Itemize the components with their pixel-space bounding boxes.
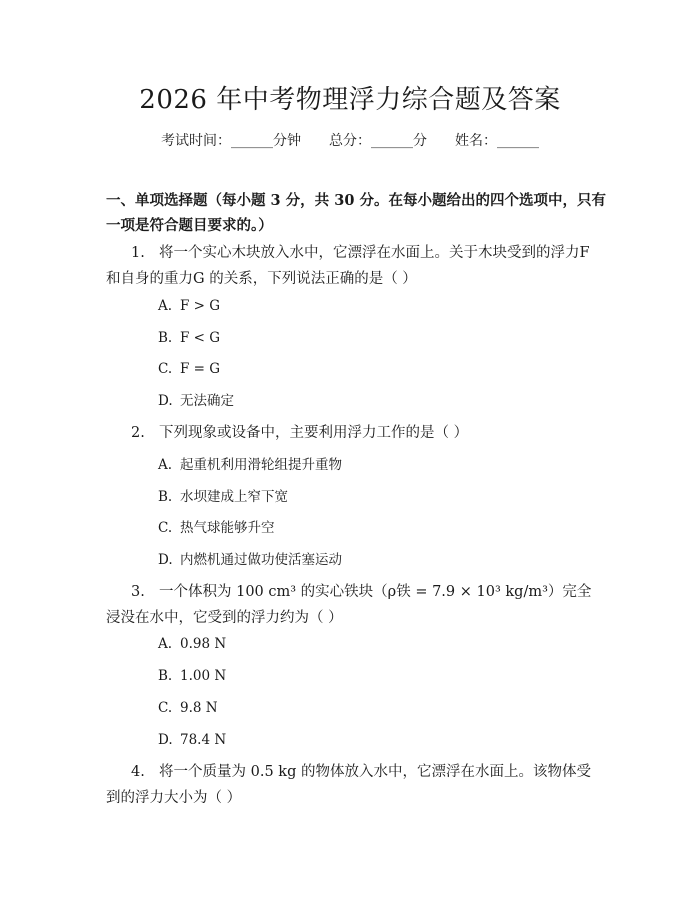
- question-4: [106, 759, 604, 811]
- score-label: 总分：: [329, 133, 371, 149]
- option-letter: B.: [158, 489, 173, 505]
- question-2-option-b: [158, 487, 288, 507]
- question-1-option-b: [158, 328, 220, 348]
- option-text: 热气球能够升空: [180, 520, 275, 536]
- question-1-option-a: [158, 296, 220, 316]
- score-unit: 分: [413, 133, 427, 149]
- option-text: 1.00 N: [180, 668, 227, 684]
- option-letter: C.: [158, 520, 173, 536]
- question-number: 3.: [131, 584, 145, 600]
- option-text: 起重机利用滑轮组提升重物: [180, 457, 342, 473]
- question-2-option-d: [158, 550, 342, 570]
- question-text: 将一个质量为 0.5 kg 的物体放入水中，它漂浮在水面上。该物体受到的浮力大小为（ ）: [106, 764, 591, 806]
- question-1-option-c: [158, 359, 220, 379]
- option-text: F > G: [180, 298, 221, 314]
- option-text: 无法确定: [180, 393, 234, 409]
- question-3-option-d: [158, 730, 226, 750]
- question-3-option-b: [158, 666, 226, 686]
- option-letter: D.: [158, 393, 173, 409]
- time-label: 考试时间：: [161, 133, 231, 149]
- score-blank: ______: [371, 133, 413, 149]
- time-blank: ______: [231, 133, 273, 149]
- question-1-option-d: [158, 391, 234, 411]
- question-3-option-c: [158, 698, 218, 718]
- option-letter: A.: [158, 298, 173, 314]
- question-3-option-a: [158, 634, 226, 654]
- option-letter: B.: [158, 668, 173, 684]
- question-2: [106, 420, 604, 446]
- option-letter: A.: [158, 457, 173, 473]
- name-blank: ______: [497, 133, 539, 149]
- option-text: 78.4 N: [180, 732, 227, 748]
- question-text: 将一个实心木块放入水中，它漂浮在水面上。关于木块受到的浮力F 和自身的重力G 的关系，下列说法正确的是（ ）: [106, 245, 590, 287]
- option-letter: C.: [158, 361, 173, 377]
- option-letter: B.: [158, 330, 173, 346]
- name-label: 姓名：: [455, 133, 497, 149]
- option-text: F < G: [180, 330, 221, 346]
- option-letter: A.: [158, 636, 173, 652]
- option-letter: D.: [158, 552, 173, 568]
- question-1: [106, 240, 604, 292]
- option-letter: D.: [158, 732, 173, 748]
- option-letter: C.: [158, 700, 173, 716]
- question-3: [106, 579, 604, 631]
- question-number: 4.: [131, 764, 145, 780]
- question-2-option-c: [158, 518, 275, 538]
- question-2-option-a: [158, 455, 342, 475]
- option-text: 9.8 N: [180, 700, 218, 716]
- page-title: 2026 年中考物理浮力综合题及答案: [139, 85, 561, 115]
- question-number: 2.: [131, 425, 145, 441]
- option-text: F = G: [180, 361, 221, 377]
- time-unit: 分钟: [273, 133, 301, 149]
- question-number: 1.: [131, 245, 145, 261]
- option-text: 水坝建成上窄下宽: [180, 489, 288, 505]
- option-text: 0.98 N: [180, 636, 227, 652]
- question-text: 一个体积为 100 cm³ 的实心铁块（ρ铁 = 7.9 × 10³ kg/m³）完全浸没在水中，它受到的浮力约为（ ）: [106, 584, 592, 626]
- option-text: 内燃机通过做功使活塞运动: [180, 552, 342, 568]
- exam-meta-line: [0, 131, 700, 151]
- section-heading: 一、单项选择题（每小题 3 分，共 30 分。在每小题给出的四个选项中，只有一项是符合题目要求的。）: [106, 192, 606, 234]
- question-text: 下列现象或设备中，主要利用浮力工作的是（ ）: [159, 425, 469, 441]
